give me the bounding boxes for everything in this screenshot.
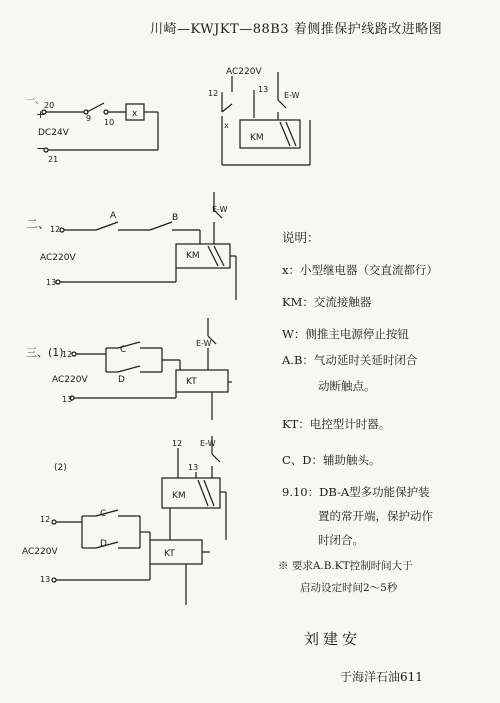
terminal-20: 20 <box>44 101 55 110</box>
marker-three-2: (2) <box>54 463 67 473</box>
switch-9-10 <box>87 103 104 112</box>
contact-a-label: A <box>110 211 117 221</box>
marker-one: 一、 <box>26 96 45 106</box>
note-item: 时闭合。 <box>318 533 364 547</box>
notes-heading: 说明： <box>282 230 320 245</box>
terminal-13-top: 13 <box>188 463 199 472</box>
plus-sign: + <box>36 108 46 121</box>
kt-label-3b: KT <box>164 549 175 559</box>
dc-voltage-label: DC24V <box>38 128 69 138</box>
signature: 刘建安 <box>304 630 362 648</box>
terminal-12-two: 12 <box>50 225 61 234</box>
circuit-one-dc <box>26 96 158 164</box>
kt-timer-three <box>176 370 228 392</box>
terminal-13-three: 13 <box>62 395 73 404</box>
ac-label-three: AC220V <box>52 375 88 385</box>
note-item: KT：电控型计时器。 <box>282 417 391 431</box>
note-item: 动断触点。 <box>318 379 376 393</box>
stop-w-label-two: E-W <box>212 205 228 214</box>
circuit-three-2 <box>22 436 226 605</box>
km-label-one: KM <box>250 133 264 143</box>
kt-timer-3b <box>150 540 202 564</box>
relay-contact-x: x <box>224 121 229 130</box>
circuit-three-1 <box>26 318 232 420</box>
terminal-13-one: 13 <box>258 85 269 94</box>
contact-a <box>96 222 118 230</box>
note-item: x：小型继电器（交直流都行） <box>282 263 438 277</box>
note-item: ※ 要求A.B.KT控制时间大于 <box>278 560 413 572</box>
note-item: W：侧推主电源停止按钮 <box>282 327 409 341</box>
circuit-two <box>26 192 236 300</box>
organization: 于海洋石油611 <box>340 670 423 684</box>
contact-c-label-3b: C <box>100 509 107 519</box>
terminal-12-top: 12 <box>172 439 183 448</box>
note-item: A.B：气动延时关延时闭合 <box>282 353 418 367</box>
ac-label-3b: AC220V <box>22 547 58 557</box>
terminal-12-left: 12 <box>40 515 51 524</box>
ac-label-two: AC220V <box>40 253 76 263</box>
km-coil-3b <box>162 478 220 508</box>
contact-b <box>150 222 172 230</box>
page-title: 川崎—KWJKT—88B3 着侧推保护线路改进略图 <box>150 22 443 37</box>
marker-three-1: 三、(1) <box>26 346 64 359</box>
stop-w-label-three: E-W <box>196 339 212 348</box>
ac-label-one: AC220V <box>226 67 262 77</box>
terminal-21: 21 <box>48 155 59 164</box>
marker-two: 二、 <box>26 217 51 231</box>
km-label-two: KM <box>186 251 200 261</box>
minus-sign: − <box>36 142 46 155</box>
km-coil-two <box>176 244 230 268</box>
terminal-13-two: 13 <box>46 278 57 287</box>
note-item: 启动设定时间2～5秒 <box>300 582 398 594</box>
terminal-12-three: 12 <box>62 350 73 359</box>
contact-d-label-3b: D <box>100 539 107 549</box>
note-item: 置的常开端，保护动作 <box>318 509 433 523</box>
note-item: 9.10：DB-A型多功能保护装 <box>282 485 430 499</box>
contact-c-label: C <box>120 345 127 355</box>
terminal-10: 10 <box>104 118 115 127</box>
note-item: KM：交流接触器 <box>282 295 372 309</box>
stop-w-label-one: E-W <box>284 91 300 100</box>
relay-x-label: x <box>132 109 138 119</box>
contact-b-label: B <box>172 213 179 223</box>
terminal-9: 9 <box>86 114 92 123</box>
contact-d-label: D <box>118 375 125 385</box>
circuit-one-ac <box>208 67 310 165</box>
note-item: C、D：辅助触头。 <box>282 453 381 467</box>
stop-w-label-3b: E-W <box>200 439 216 448</box>
km-label-3b: KM <box>172 491 186 501</box>
kt-label-three: KT <box>186 377 197 387</box>
terminal-13-left: 13 <box>40 575 51 584</box>
terminal-12-one: 12 <box>208 89 219 98</box>
